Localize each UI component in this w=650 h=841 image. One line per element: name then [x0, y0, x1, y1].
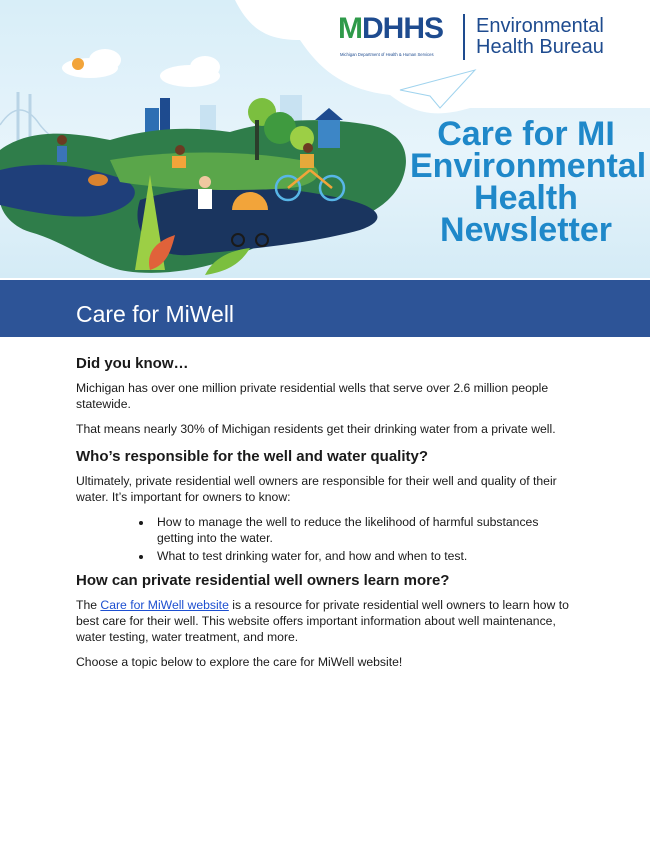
paragraph-percent-residents: That means nearly 30% of Michigan residents get their drinking water from a private well.	[76, 422, 556, 436]
article-body	[76, 356, 576, 679]
logo-text-visible: DHHS	[362, 12, 444, 45]
logo-wordmark	[338, 12, 443, 46]
heading-responsible: Who’s responsible for the well and water quality?	[76, 448, 428, 465]
bureau-line-2: Health Bureau	[476, 36, 604, 58]
paragraph-wells-count: Michigan has over one million private residential wells that serve over 2.6 million people statewide.	[76, 381, 549, 411]
bureau-name	[476, 16, 604, 58]
newsletter-title: Care for MI Environmental Health Newsletter	[410, 115, 647, 249]
care-for-miwell-link[interactable]: Care for MiWell website	[100, 598, 229, 612]
dog-icon	[88, 174, 108, 186]
michigan-map-icon: M	[338, 12, 362, 45]
heading-learn-more: How can private residential well owners learn more?	[76, 572, 450, 589]
paragraph-website-rest: is a resource for private residential well owners to learn how to best care for their well. This website offers important information about well maintenance, water testing, water treatment, and more.	[76, 598, 569, 644]
logo-divider	[463, 14, 465, 60]
department-name: Michigan Department of Health & Human Services	[340, 52, 434, 57]
paragraph-responsible-intro: Ultimately, private residential well owners are responsible for their well and quality of their water. It’s important for owners to know:	[76, 474, 557, 504]
owner-knowledge-list	[76, 514, 576, 564]
heading-did-you-know: Did you know…	[76, 355, 189, 372]
mdhhs-logo	[338, 12, 638, 62]
list-item: • How to manage the well to reduce the likelihood of harmful substances getting into the water.	[153, 514, 576, 546]
banner-title: Care for MiWell	[76, 301, 235, 327]
sun-icon	[72, 58, 84, 70]
paragraph-choose-topic: Choose a topic below to explore the care for MiWell website!	[76, 655, 403, 669]
header-hero	[0, 0, 650, 278]
paragraph-website-prefix: The	[76, 598, 101, 612]
bureau-line-1: Environmental	[476, 15, 604, 37]
paragraph-website	[76, 597, 576, 645]
list-item: • What to test drinking water for, and how and when to test.	[153, 548, 576, 564]
section-banner	[0, 280, 650, 337]
